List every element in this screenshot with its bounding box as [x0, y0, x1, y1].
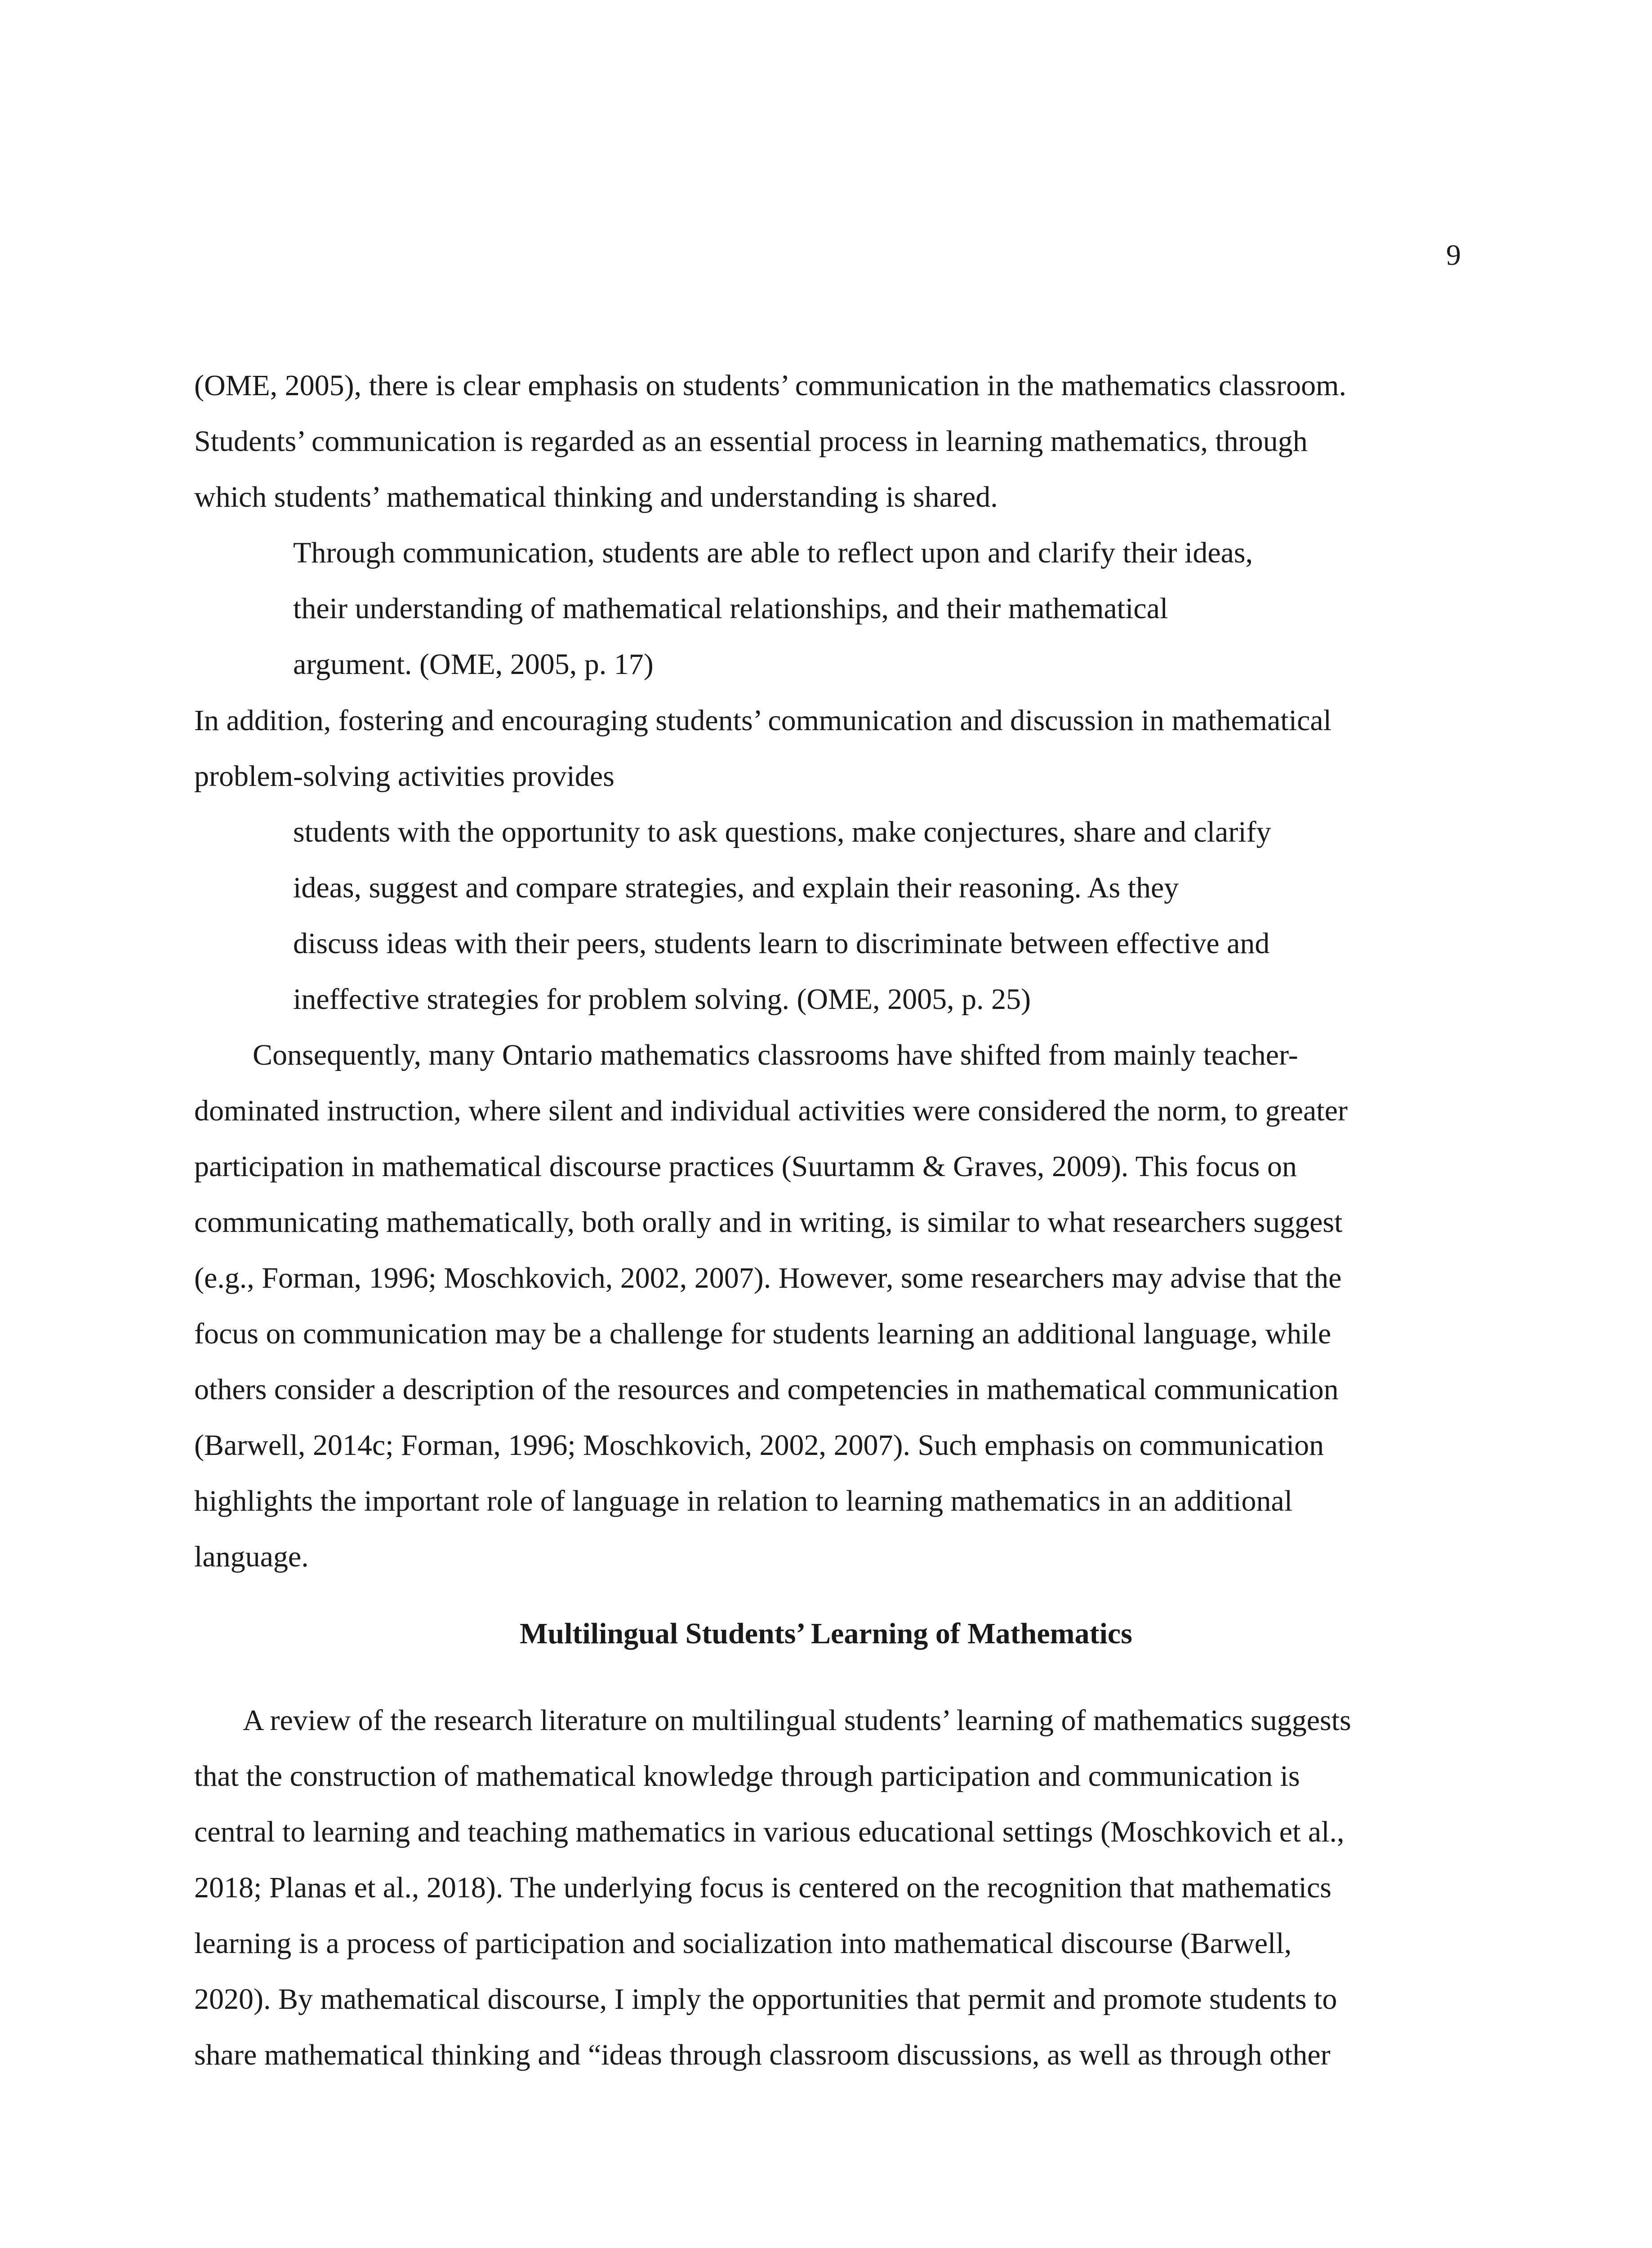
- paragraph-4-line: central to learning and teaching mathematics in various educational settings (Moschkovich et al.,: [194, 1815, 1345, 1848]
- paragraph-3-line: highlights the important role of language in relation to learning mathematics in an additional: [194, 1485, 1293, 1517]
- paragraph-1-line: Students’ communication is regarded as an essential process in learning mathematics, through: [194, 425, 1308, 458]
- paragraph-3-line: communicating mathematically, both orally and in writing, is similar to what researchers suggest: [194, 1206, 1343, 1239]
- paragraph-3-line: dominated instruction, where silent and individual activities were considered the norm, to greater: [194, 1094, 1348, 1127]
- paragraph-1-line: which students’ mathematical thinking and understanding is shared.: [194, 481, 998, 513]
- block-quote-1-line: their understanding of mathematical relationships, and their mathematical: [293, 592, 1168, 625]
- paragraph-3-line: others consider a description of the resources and competencies in mathematical communication: [194, 1373, 1339, 1406]
- block-quote-1-line: argument. (OME, 2005, p. 17): [293, 648, 654, 681]
- paragraph-4-line: learning is a process of participation and socialization into mathematical discourse (Barwell,: [194, 1927, 1292, 1960]
- paragraph-2-line: In addition, fostering and encouraging students’ communication and discussion in mathematical: [194, 704, 1332, 737]
- paragraph-4-line: 2020). By mathematical discourse, I imply the opportunities that permit and promote students to: [194, 1983, 1337, 2016]
- block-quote-2-line: discuss ideas with their peers, students learn to discriminate between effective and: [293, 927, 1270, 960]
- paragraph-4-line: that the construction of mathematical knowledge through participation and communication is: [194, 1760, 1300, 1793]
- paragraph-1-line: (OME, 2005), there is clear emphasis on students’ communication in the mathematics classroom.: [194, 369, 1346, 402]
- paragraph-2-line: problem-solving activities provides: [194, 760, 614, 793]
- paragraph-3-line: participation in mathematical discourse practices (Suurtamm & Graves, 2009). This focus on: [194, 1150, 1297, 1183]
- block-quote-1-line: Through communication, students are able to reflect upon and clarify their ideas,: [293, 536, 1253, 569]
- paragraph-3-line: language.: [194, 1540, 309, 1573]
- paragraph-3-line: Consequently, many Ontario mathematics classrooms have shifted from mainly teacher-: [253, 1039, 1298, 1071]
- block-quote-2-line: students with the opportunity to ask questions, make conjectures, share and clarify: [293, 816, 1271, 848]
- block-quote-2-line: ineffective strategies for problem solving. (OME, 2005, p. 25): [293, 983, 1031, 1016]
- block-quote-2-line: ideas, suggest and compare strategies, and explain their reasoning. As they: [293, 871, 1179, 904]
- paragraph-3-line: (e.g., Forman, 1996; Moschkovich, 2002, 2007). However, some researchers may advise that the: [194, 1262, 1342, 1294]
- paragraph-3-line: focus on communication may be a challenge for students learning an additional language, while: [194, 1317, 1331, 1350]
- page-number: 9: [1446, 239, 1461, 272]
- paragraph-4-line: share mathematical thinking and “ideas through classroom discussions, as well as through other: [194, 2038, 1331, 2071]
- paragraph-4-line: 2018; Planas et al., 2018). The underlying focus is centered on the recognition that mathematics: [194, 1871, 1331, 1904]
- paragraph-3-line: (Barwell, 2014c; Forman, 1996; Moschkovich, 2002, 2007). Such emphasis on communication: [194, 1429, 1324, 1462]
- paragraph-4-line: A review of the research literature on multilingual students’ learning of mathematics suggests: [243, 1704, 1351, 1737]
- section-heading: Multilingual Students’ Learning of Mathematics: [520, 1617, 1132, 1650]
